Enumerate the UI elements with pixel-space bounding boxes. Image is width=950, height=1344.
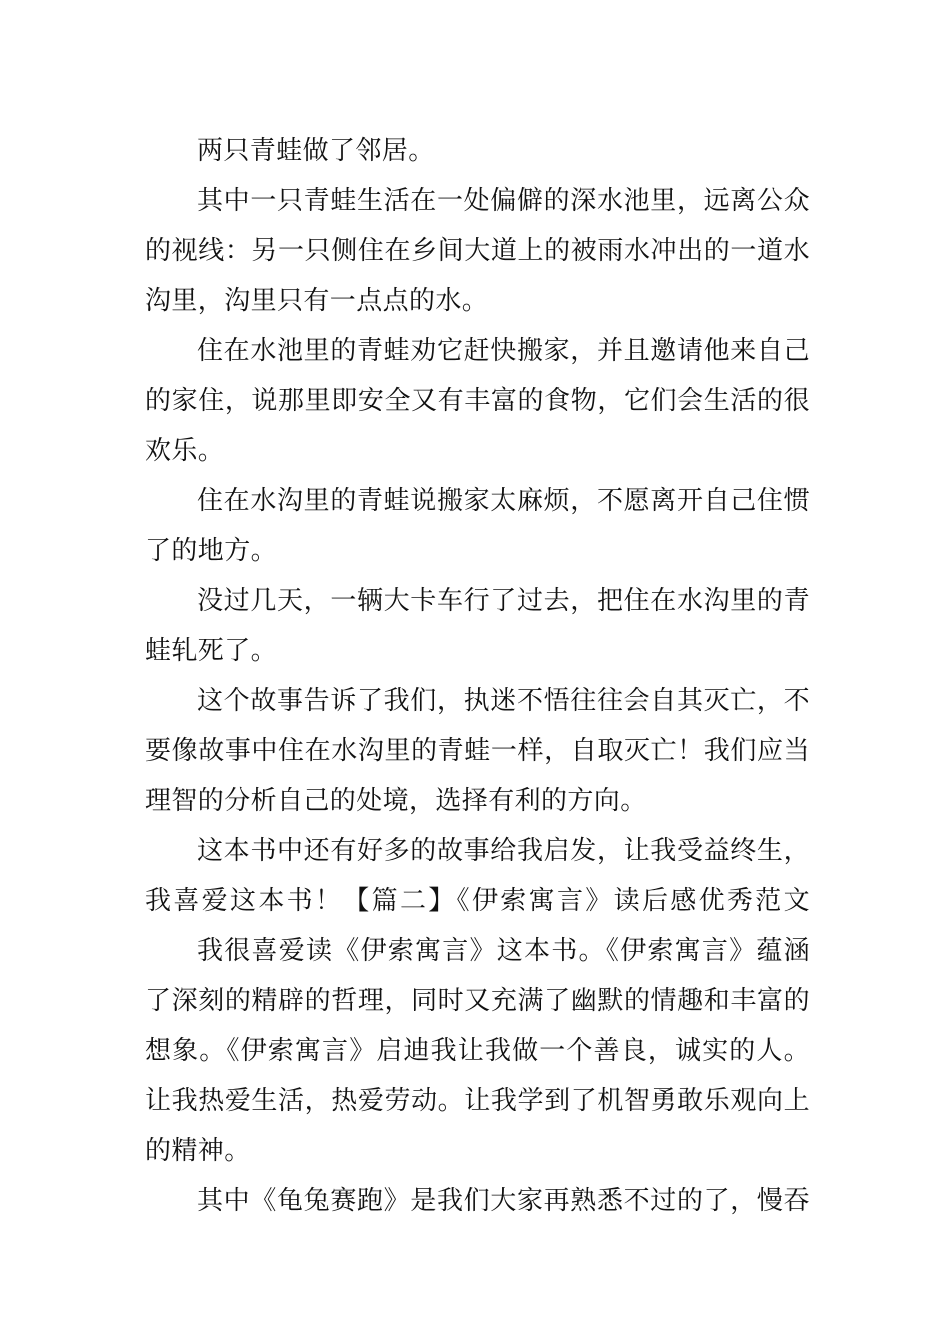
text-line: 住在水池里的青蛙劝它赶快搬家，并且邀请他来自己: [197, 336, 810, 366]
text-line: 让我热爱生活，热爱劳动。让我学到了机智勇敢乐观向上: [145, 1086, 810, 1116]
text-line: 其中《龟兔赛跑》是我们大家再熟悉不过的了，慢吞: [197, 1186, 810, 1216]
text-line: 要像故事中住在水沟里的青蛙一样，自取灭亡！我们应当: [145, 736, 810, 766]
text-line: 其中一只青蛙生活在一处偏僻的深水池里，远离公众: [197, 186, 810, 216]
text-line: 我喜爱这本书！【篇二】《伊索寓言》读后感优秀范文: [145, 886, 810, 916]
text-line: 这个故事告诉了我们，执迷不悟往往会自其灭亡，不: [197, 686, 810, 716]
text-line: 住在水沟里的青蛙说搬家太麻烦，不愿离开自己住惯: [197, 486, 810, 516]
text-line: 蛙轧死了。: [145, 636, 278, 666]
text-line: 欢乐。: [145, 436, 225, 466]
text-line: 想象。《伊索寓言》启迪我让我做一个善良，诚实的人。: [145, 1036, 810, 1066]
text-line: 沟里，沟里只有一点点的水。: [145, 286, 489, 316]
text-line: 这本书中还有好多的故事给我启发，让我受益终生，: [197, 836, 810, 866]
text-line: 没过几天，一辆大卡车行了过去，把住在水沟里的青: [197, 586, 810, 616]
text-line: 我很喜爱读《伊索寓言》这本书。《伊索寓言》蕴涵: [197, 936, 810, 966]
text-line: 理智的分析自己的处境，选择有利的方向。: [145, 786, 647, 816]
text-line: 的精神。: [145, 1136, 251, 1166]
text-line: 两只青蛙做了邻居。: [197, 136, 435, 166]
text-line: 的家住，说那里即安全又有丰富的食物，它们会生活的很: [145, 386, 810, 416]
text-line: 了的地方。: [145, 536, 278, 566]
text-line: 了深刻的精辟的哲理，同时又充满了幽默的情趣和丰富的: [145, 986, 810, 1016]
text-line: 的视线：另一只侧住在乡间大道上的被雨水冲出的一道水: [145, 236, 810, 266]
